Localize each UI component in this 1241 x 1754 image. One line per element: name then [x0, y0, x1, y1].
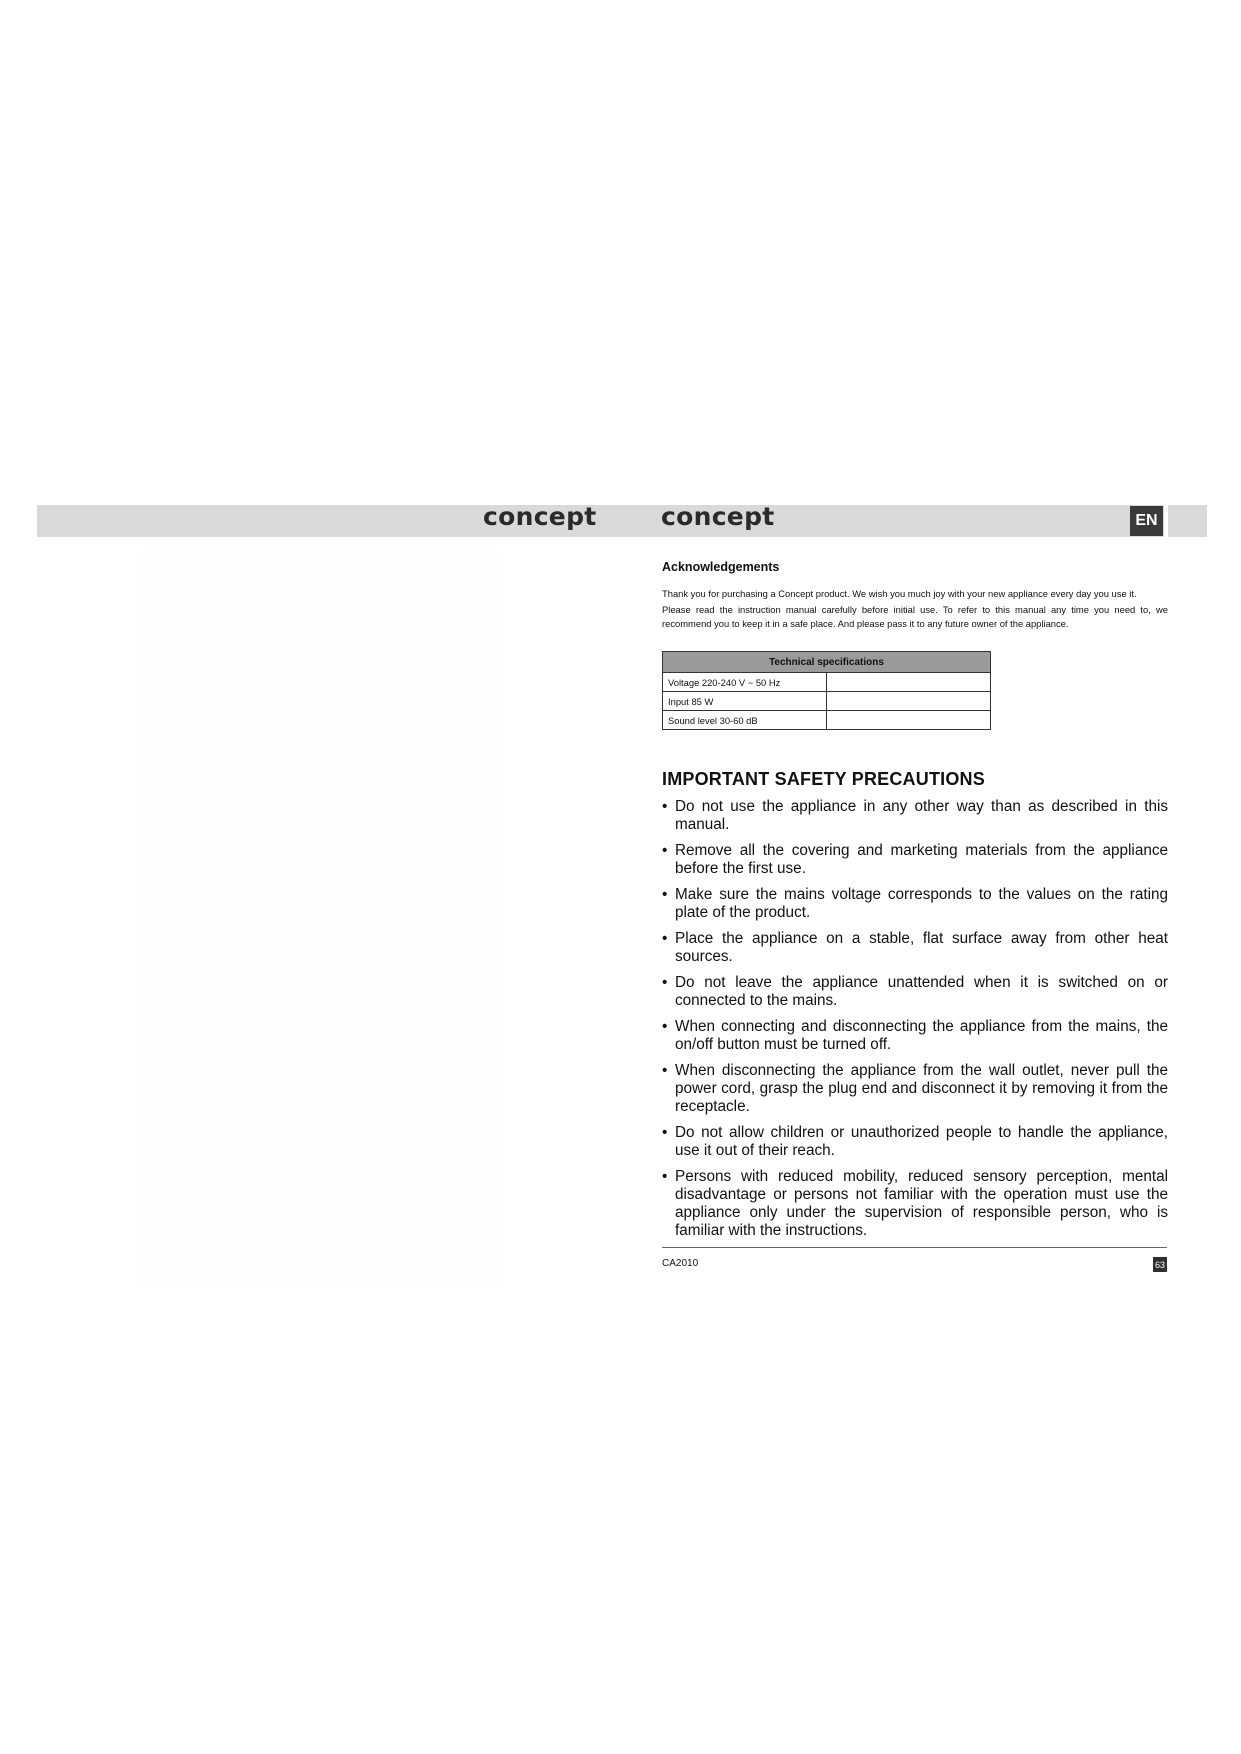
table-row	[663, 673, 991, 692]
page-number-badge: 63	[1153, 1257, 1167, 1272]
list-item: • Do not leave the appliance unattended when it is switched on or connected to the mains.	[662, 974, 1168, 1010]
right-page-content	[662, 560, 1168, 1248]
technical-specifications-table	[662, 651, 991, 730]
spec-value	[827, 711, 991, 730]
table-row	[663, 711, 991, 730]
spec-value	[827, 692, 991, 711]
list-item: • Do not allow children or unauthorized people to handle the appliance, use it out of their reach.	[662, 1124, 1168, 1160]
list-item: • Make sure the mains voltage corresponds to the values on the rating plate of the product.	[662, 886, 1168, 922]
acknowledgements-paragraph-1: Thank you for purchasing a Concept product. We wish you much joy with your new appliance every day you use it.	[662, 588, 1137, 599]
list-item: • Place the appliance on a stable, flat surface away from other heat sources.	[662, 930, 1168, 966]
spec-value	[827, 673, 991, 692]
list-item: • When disconnecting the appliance from the wall outlet, never pull the power cord, grasp the plug end and disconnect it by removing it from the receptacle.	[662, 1062, 1168, 1116]
safety-precautions-title: IMPORTANT SAFETY PRECAUTIONS	[662, 769, 985, 789]
brand-logo-right: concept	[661, 502, 775, 531]
language-badge: EN	[1130, 506, 1163, 536]
brand-logo-left: concept	[483, 502, 597, 531]
list-item: • Remove all the covering and marketing materials from the appliance before the first use.	[662, 842, 1168, 878]
safety-precautions-list	[662, 798, 1168, 1240]
header-bar	[37, 505, 1207, 537]
list-item: • Do not use the appliance in any other way than as described in this manual.	[662, 798, 1168, 834]
acknowledgements-paragraph-2: Please read the instruction manual carefully before initial use. To refer to this manual any time you need to, we recommend you to keep it in a safe place. And please pass it to any future owner of the appliance.	[662, 604, 1168, 629]
table-row	[663, 692, 991, 711]
footer-divider	[662, 1247, 1167, 1248]
left-page-blank	[143, 550, 498, 1285]
spec-label: Sound level 30-60 dB	[663, 711, 827, 730]
specs-table-header: Technical specifications	[663, 652, 991, 673]
footer-model-number: CA2010	[662, 1258, 699, 1269]
spec-label: Input 85 W	[663, 692, 827, 711]
spec-label: Voltage 220-240 V ~ 50 Hz	[663, 673, 827, 692]
acknowledgements-title: Acknowledgements	[662, 560, 780, 574]
list-item: • Persons with reduced mobility, reduced sensory perception, mental disadvantage or persons not familiar with the operation must use the appliance only under the supervision of responsible person, who is familiar with the instructions.	[662, 1168, 1168, 1240]
header-divider	[1164, 505, 1168, 537]
list-item: • When connecting and disconnecting the appliance from the mains, the on/off button must be turned off.	[662, 1018, 1168, 1054]
